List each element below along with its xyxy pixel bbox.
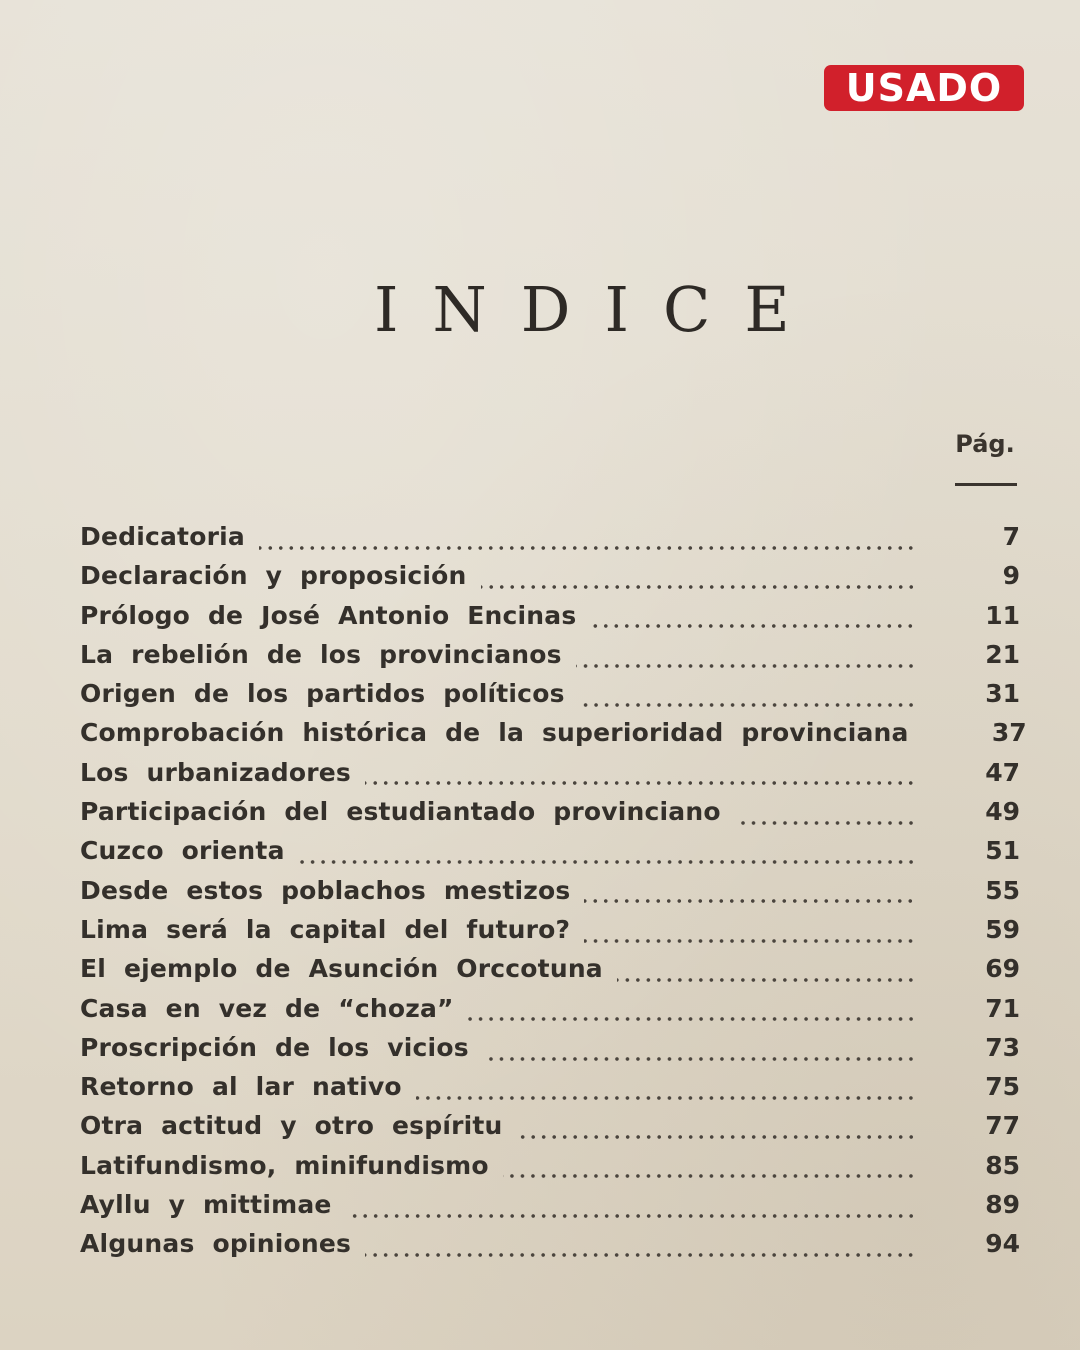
toc-entry-page: 49	[985, 797, 1020, 827]
toc-dot-leader	[481, 585, 916, 589]
toc-entry-title: Proscripción de los vicios	[80, 1032, 469, 1062]
toc-entry	[80, 876, 1020, 915]
toc-entry-title: Cuzco orienta	[80, 836, 285, 866]
toc-entry-title: Comprobación histórica de la superioridad provinciana	[80, 718, 909, 748]
toc-dot-leader	[365, 1253, 916, 1257]
toc-dot-leader	[346, 1214, 916, 1218]
toc-dot-leader	[576, 664, 916, 668]
toc-entry-page: 71	[985, 993, 1020, 1023]
table-of-contents	[80, 522, 1027, 1269]
toc-entry	[80, 1072, 1020, 1111]
page-column-rule	[955, 483, 1017, 486]
toc-entry-title: Casa en vez de “choza”	[80, 993, 454, 1023]
toc-dot-leader	[483, 1057, 916, 1061]
toc-entry	[80, 797, 1020, 836]
toc-dot-leader	[503, 1174, 916, 1178]
toc-dot-leader	[579, 703, 916, 707]
toc-entry-title: Desde estos poblachos mestizos	[80, 875, 571, 905]
toc-entry-page: 69	[985, 954, 1020, 984]
toc-entry-page: 73	[985, 1032, 1020, 1062]
toc-entry	[80, 1229, 1020, 1268]
toc-entry-title: Ayllu y mittimae	[80, 1190, 332, 1220]
toc-entry	[80, 758, 1020, 797]
toc-entry-title: Retorno al lar nativo	[80, 1072, 402, 1102]
toc-dot-leader	[735, 821, 916, 825]
toc-entry-title: Dedicatoria	[80, 522, 245, 551]
toc-entry-page: 75	[985, 1072, 1020, 1102]
toc-entry	[80, 718, 1027, 757]
toc-entry-title: Algunas opiniones	[80, 1229, 352, 1259]
toc-entry	[80, 994, 1020, 1033]
toc-entry-title: Origen de los partidos políticos	[80, 679, 565, 709]
toc-entry	[80, 679, 1020, 718]
toc-dot-leader	[617, 978, 916, 982]
toc-entry-page: 11	[985, 600, 1020, 630]
toc-dot-leader	[584, 899, 916, 903]
toc-dot-leader	[468, 1017, 916, 1021]
toc-entry-title: Participación del estudiantado provinciano	[80, 797, 721, 827]
toc-entry-page: 55	[985, 875, 1020, 905]
toc-entry	[80, 561, 1020, 600]
toc-entry-page: 9	[1002, 561, 1020, 591]
toc-entry-page: 21	[985, 639, 1020, 669]
toc-dot-leader	[517, 1135, 916, 1139]
toc-entry-title: Lima será la capital del futuro?	[80, 914, 571, 944]
toc-entry	[80, 640, 1020, 679]
toc-entry	[80, 954, 1020, 993]
toc-entry	[80, 1151, 1020, 1190]
toc-entry	[80, 836, 1020, 875]
page-column-label: Pág.	[955, 430, 1015, 458]
toc-entry-title: Latifundismo, minifundismo	[80, 1150, 489, 1180]
toc-dot-leader	[299, 860, 916, 864]
toc-entry	[80, 1111, 1020, 1150]
toc-entry-page: 77	[985, 1111, 1020, 1141]
toc-dot-leader	[416, 1096, 916, 1100]
toc-dot-leader	[590, 624, 916, 628]
toc-dot-leader	[365, 781, 916, 785]
toc-entry-title: Otra actitud y otro espíritu	[80, 1111, 503, 1141]
toc-entry-page: 51	[985, 836, 1020, 866]
toc-entry	[80, 601, 1020, 640]
toc-dot-leader	[259, 546, 916, 550]
toc-entry-page: 94	[985, 1229, 1020, 1259]
toc-entry-page: 85	[985, 1150, 1020, 1180]
toc-entry	[80, 1190, 1020, 1229]
toc-entry-page: 7	[1002, 522, 1020, 551]
toc-entry-title: Los urbanizadores	[80, 757, 352, 787]
toc-dot-leader	[584, 939, 916, 943]
toc-entry-page: 89	[985, 1190, 1020, 1220]
toc-entry-title: Declaración y proposición	[80, 561, 467, 591]
toc-entry-page: 59	[985, 914, 1020, 944]
page-title: INDICE	[374, 273, 824, 346]
toc-entry-page: 37	[991, 718, 1027, 748]
toc-entry-title: El ejemplo de Asunción Orccotuna	[80, 954, 603, 984]
toc-entry	[80, 522, 1020, 561]
toc-entry-page: 31	[985, 679, 1020, 709]
used-badge: USADO	[824, 65, 1024, 111]
toc-entry-title: Prólogo de José Antonio Encinas	[80, 600, 577, 630]
toc-entry	[80, 1033, 1020, 1072]
toc-entry-page: 47	[985, 757, 1020, 787]
toc-entry-title: La rebelión de los provincianos	[80, 639, 562, 669]
toc-entry	[80, 915, 1020, 954]
